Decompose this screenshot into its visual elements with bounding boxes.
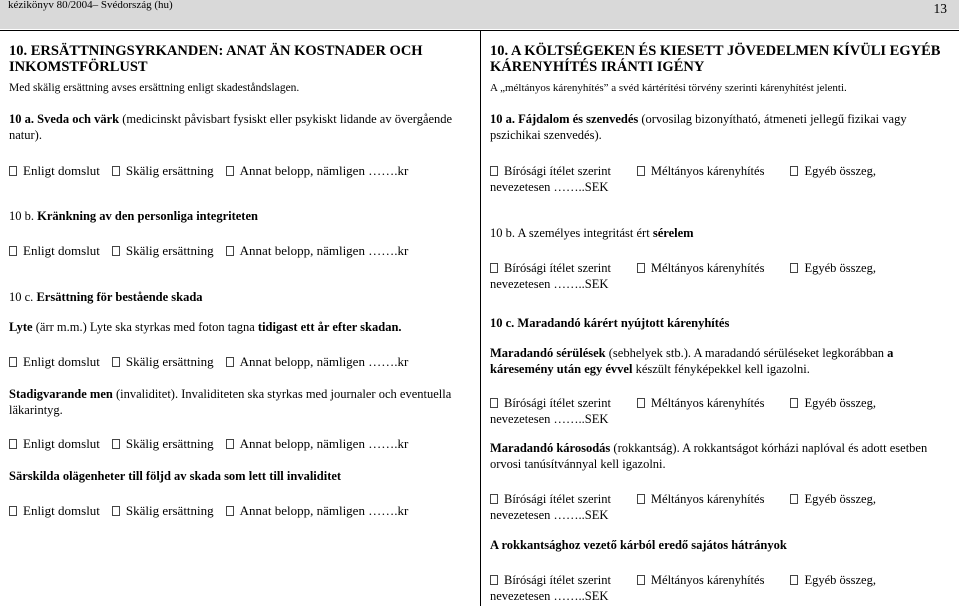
checkbox[interactable]	[490, 398, 498, 408]
checkbox[interactable]	[112, 246, 120, 256]
options-serulesek	[490, 395, 952, 427]
option-enligt-domslut[interactable]: Enligt domslut	[9, 243, 100, 258]
checkbox[interactable]	[637, 166, 645, 176]
page-number: 13	[933, 1, 947, 16]
option-egyeb-osszeg[interactable]: Egyéb összeg,	[790, 164, 876, 178]
item-10c: 10 c. Ersättning för bestående skada	[9, 290, 203, 304]
options-10b	[9, 243, 471, 259]
item-10b: 10 b. Kränkning av den personliga integriteten	[9, 209, 258, 223]
option-annat-belopp[interactable]: Annat belopp, nämligen …….kr	[226, 354, 409, 369]
option-egyeb-osszeg[interactable]: Egyéb összeg,	[790, 492, 876, 506]
checkbox[interactable]	[226, 246, 234, 256]
checkbox[interactable]	[637, 575, 645, 585]
options-hatranyok	[490, 572, 952, 604]
option-meltanyos-karenyhites[interactable]: Méltányos kárenyhítés	[637, 573, 765, 587]
amount-field[interactable]: nevezetesen ……..SEK	[490, 412, 609, 426]
sajatos-hatranyok: A rokkantsághoz vezető kárból eredő sajátos hátrányok	[490, 538, 787, 552]
checkbox[interactable]	[112, 439, 120, 449]
option-meltanyos-karenyhites[interactable]: Méltányos kárenyhítés	[637, 164, 765, 178]
item-10b: 10 b. A személyes integritást ért sérelem	[490, 226, 694, 240]
sarskilda-olagenheter: Särskilda olägenheter till följd av skada som lett till invaliditet	[9, 469, 342, 483]
checkbox[interactable]	[790, 263, 798, 273]
amount-field[interactable]: nevezetesen ……..SEK	[490, 180, 609, 194]
page-header	[0, 0, 959, 29]
options-sarskilda	[9, 503, 471, 519]
section-title: 10. A KÖLTSÉGEKEN ÉS KIESETT JÖVEDELMEN KÍVÜLI EGYÉB KÁRENYHÍTÉS IRÁNTI IGÉNY	[490, 43, 941, 75]
option-meltanyos-karenyhites[interactable]: Méltányos kárenyhítés	[637, 396, 765, 410]
lyte-text: Lyte (ärr m.m.) Lyte ska styrkas med foton tagna tidigast ett år efter skadan.	[9, 320, 402, 334]
column-divider	[480, 30, 481, 606]
amount-field[interactable]: nevezetesen ……..SEK	[490, 589, 609, 603]
checkbox[interactable]	[9, 166, 17, 176]
option-skalig-ersattning[interactable]: Skälig ersättning	[112, 163, 214, 178]
checkbox[interactable]	[790, 575, 798, 585]
option-enligt-domslut[interactable]: Enligt domslut	[9, 163, 100, 178]
option-egyeb-osszeg[interactable]: Egyéb összeg,	[790, 573, 876, 587]
checkbox[interactable]	[226, 166, 234, 176]
checkbox[interactable]	[490, 575, 498, 585]
option-skalig-ersattning[interactable]: Skälig ersättning	[112, 354, 214, 369]
option-enligt-domslut[interactable]: Enligt domslut	[9, 503, 100, 518]
option-annat-belopp[interactable]: Annat belopp, nämligen …….kr	[226, 163, 409, 178]
option-skalig-ersattning[interactable]: Skälig ersättning	[112, 436, 214, 451]
option-annat-belopp[interactable]: Annat belopp, nämligen …….kr	[226, 503, 409, 518]
item-10c: 10 c. Maradandó kárért nyújtott kárenyhítés	[490, 316, 730, 330]
checkbox[interactable]	[490, 166, 498, 176]
option-skalig-ersattning[interactable]: Skälig ersättning	[112, 503, 214, 518]
checkbox[interactable]	[9, 439, 17, 449]
options-10b	[490, 260, 952, 292]
checkbox[interactable]	[790, 166, 798, 176]
option-birosagi-itelet[interactable]: Bírósági ítélet szerint	[490, 164, 611, 178]
option-birosagi-itelet[interactable]: Bírósági ítélet szerint	[490, 261, 611, 275]
option-birosagi-itelet[interactable]: Bírósági ítélet szerint	[490, 573, 611, 587]
option-skalig-ersattning[interactable]: Skälig ersättning	[112, 243, 214, 258]
option-enligt-domslut[interactable]: Enligt domslut	[9, 354, 100, 369]
checkbox[interactable]	[226, 439, 234, 449]
checkbox[interactable]	[637, 494, 645, 504]
option-enligt-domslut[interactable]: Enligt domslut	[9, 436, 100, 451]
checkbox[interactable]	[790, 398, 798, 408]
checkbox[interactable]	[226, 357, 234, 367]
option-annat-belopp[interactable]: Annat belopp, nämligen …….kr	[226, 436, 409, 451]
checkbox[interactable]	[9, 246, 17, 256]
options-10a	[9, 163, 471, 179]
checkbox[interactable]	[790, 494, 798, 504]
checkbox[interactable]	[9, 357, 17, 367]
book-reference: kézikönyv 80/2004– Svédország (hu)	[8, 0, 173, 11]
checkbox[interactable]	[112, 506, 120, 516]
section-subtitle: A „méltányos kárenyhítés” a svéd kártérítési törvény szerinti kárenyhítést jelenti.	[490, 82, 847, 94]
option-birosagi-itelet[interactable]: Bírósági ítélet szerint	[490, 492, 611, 506]
checkbox[interactable]	[637, 398, 645, 408]
option-meltanyos-karenyhites[interactable]: Méltányos kárenyhítés	[637, 492, 765, 506]
option-egyeb-osszeg[interactable]: Egyéb összeg,	[790, 261, 876, 275]
serulesek-text: Maradandó sérülések (sebhelyek stb.). A maradandó sérüléseket legkorábban a káresemény után egy évvel készült fényképekkel kell igazolni.	[490, 346, 894, 376]
invaliditet-text: Stadigvarande men (invaliditet). Invaliditeten ska styrkas med journaler och eventuella läkarintyg.	[9, 387, 452, 417]
amount-field[interactable]: nevezetesen ……..SEK	[490, 277, 609, 291]
checkbox[interactable]	[9, 506, 17, 516]
checkbox[interactable]	[112, 166, 120, 176]
item-10a: 10 a. Fájdalom és szenvedés (orvosilag bizonyítható, átmeneti jellegű fizikai vagy pszichikai szenvedés).	[490, 112, 907, 142]
section-subtitle: Med skälig ersättning avses ersättning enligt skadeståndslagen.	[9, 82, 300, 94]
section-title: 10. ERSÄTTNINGSYRKANDEN: ANAT ÄN KOSTNADER OCH INKOMSTFÖRLUST	[9, 43, 423, 75]
options-10a	[490, 163, 952, 195]
checkbox[interactable]	[226, 506, 234, 516]
checkbox[interactable]	[490, 263, 498, 273]
karosodas-text: Maradandó károsodás (rokkantság). A rokkantságot kórházi naplóval és adott esetben orvosi tanúsítvánnyal kell igazolni.	[490, 441, 928, 471]
option-birosagi-itelet[interactable]: Bírósági ítélet szerint	[490, 396, 611, 410]
options-karosodas	[490, 491, 952, 523]
option-meltanyos-karenyhites[interactable]: Méltányos kárenyhítés	[637, 261, 765, 275]
amount-field[interactable]: nevezetesen ……..SEK	[490, 508, 609, 522]
checkbox[interactable]	[490, 494, 498, 504]
item-10a: 10 a. Sveda och värk (medicinskt påvisbart fysiskt eller psykiskt lidande av övergående natur).	[9, 112, 453, 142]
option-annat-belopp[interactable]: Annat belopp, nämligen …….kr	[226, 243, 409, 258]
options-lyte	[9, 354, 471, 370]
option-egyeb-osszeg[interactable]: Egyéb összeg,	[790, 396, 876, 410]
checkbox[interactable]	[637, 263, 645, 273]
checkbox[interactable]	[112, 357, 120, 367]
options-invaliditet	[9, 436, 471, 452]
